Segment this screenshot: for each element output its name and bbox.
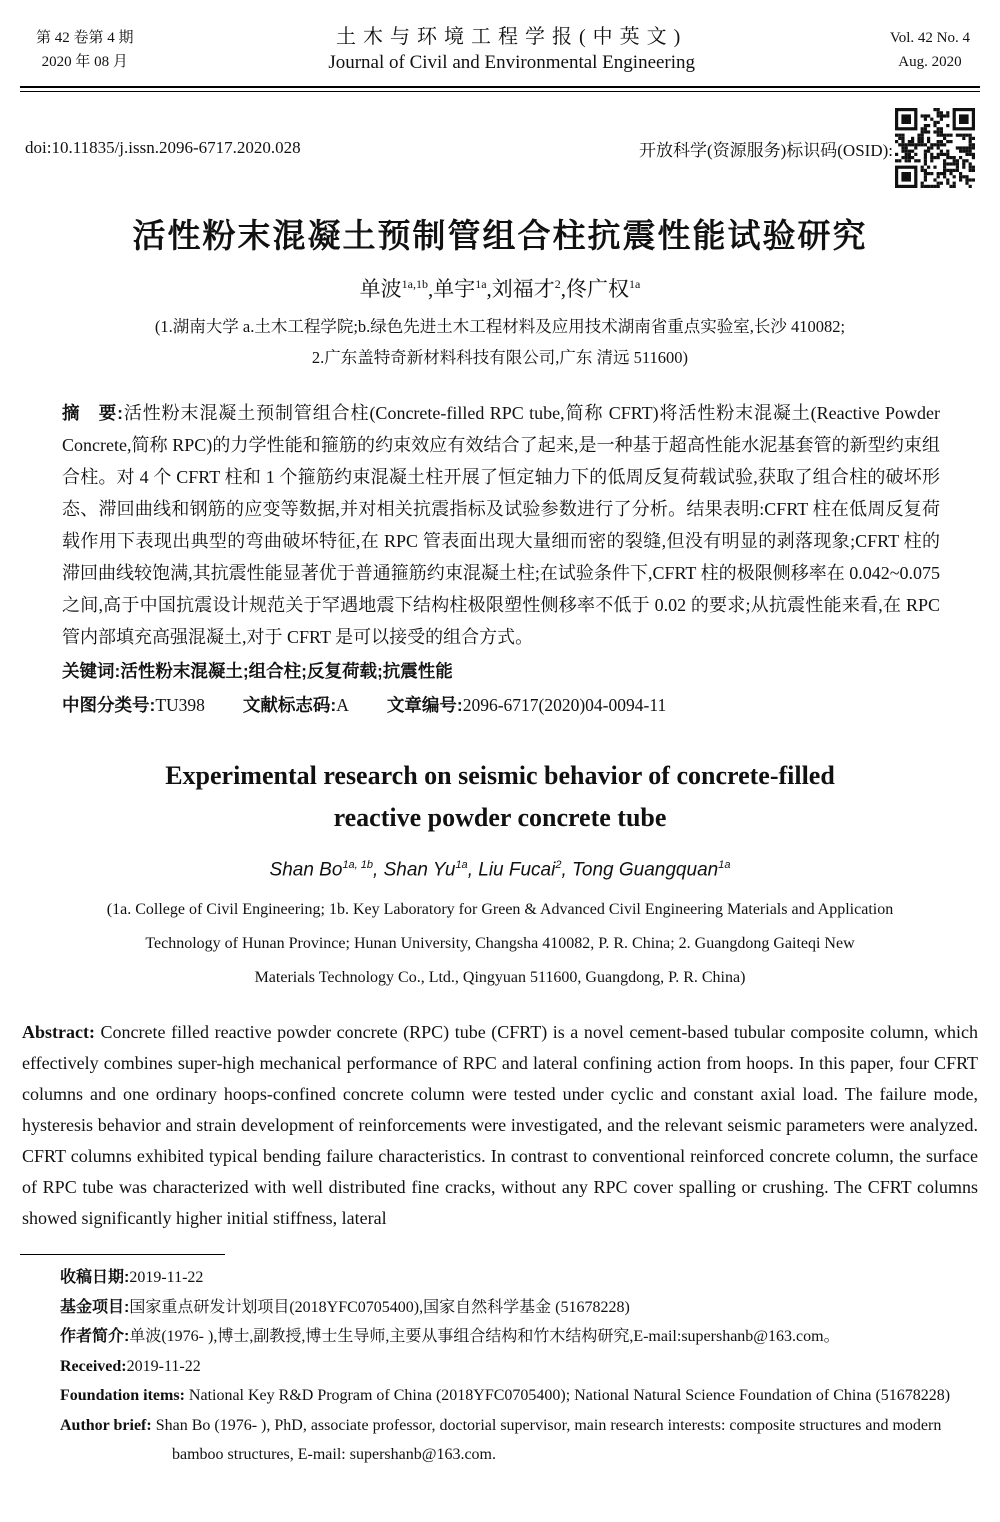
affiliation-line: Technology of Hunan Province; Hunan University, Changsha 410082, P. R. China; 2. Guangdong Gaiteqi New xyxy=(145,935,855,953)
author-superscript: 1a xyxy=(475,277,487,291)
header-vol-no xyxy=(890,26,970,74)
affiliations-cn xyxy=(0,311,1000,373)
authors-en xyxy=(0,859,1000,881)
authors-cn xyxy=(0,273,1000,303)
paper-title-en-line2: reactive powder concrete tube xyxy=(333,803,667,832)
abstract-text-en: Concrete filled reactive powder concrete (RPC) tube (CFRT) is a novel cement-based tubular composite column, which effectively combines super-high mechanical performance of RPC and lateral confining action from hoops. In this paper, four CFRT columns and one ordinary hoops-confined concrete column were tested under cyclic and constant axial load. The failure mode, hysteresis behavior and strain development of reinforcements were investigated, and the relevant seismic parameters were analyzed. CFRT columns exhibited typical bending failure characteristics. In contrast to conventional reinforced concrete column, the surface of RPC tube was characterized with well distributed fine cracks, without any RPC cover spalling or crushing. The CFRT columns showed significantly higher initial stiffness, lateral xyxy=(22,1022,979,1229)
date-line-en: Aug. 2020 xyxy=(898,54,962,70)
abstract-text-cn: 活性粉末混凝土预制管组合柱(Concrete-filled RPC tube,简称 CFRT)将活性粉末混凝土(Reactive Powder Concrete,简称 RPC)的力学性能和箍筋的约束效应有效结合了起来,是一种基于超高性能水泥基套管的新型约束组合柱。对 4 个 CFRT 柱和 1 个箍筋约束混凝土柱开展了恒定轴力下的低周反复荷载试验,获取了组合柱的破坏形态、滞回曲线和钢筋的应变等数据,并对相关抗震指标及试验参数进行了分析。结果表明:CFRT 柱在低周反复荷载作用下表现出典型的弯曲破坏特征,在 RPC 管表面出现大量细而密的裂缝,但没有明显的剥落现象;CFRT 柱的滞回曲线较饱满,其抗震性能显著优于普通箍筋约束混凝土柱;在试验条件下,CFRT 柱的极限侧移率在 0.042~0.075 之间,高于中国抗震设计规范关于罕遇地震下结构柱极限塑性侧移率不低于 0.02 的要求;从抗震性能来看,在 RPC 管内部填充高强混凝土,对于 CFRT 是可以接受的组合方式。 xyxy=(62,403,940,647)
affiliation-line: 2.广东盖特奇新材料科技有限公司,广东 清远 511600) xyxy=(311,348,689,367)
footnote-label: 基金项目: xyxy=(60,1298,130,1316)
author-name: Tong Guangquan xyxy=(572,859,719,881)
footnote-text: 单波(1976- ),博士,副教授,博士生导师,主要从事组合结构和竹木结构研究,E-mail:supershanb@163.com。 xyxy=(129,1328,840,1346)
footnote-label: Foundation items: xyxy=(60,1387,189,1405)
author-separator: , xyxy=(427,277,434,301)
footnote-item xyxy=(0,1411,976,1470)
footnote-item xyxy=(0,1352,976,1382)
footnote-text: 2019-11-22 xyxy=(126,1357,201,1375)
article-id-label: 文章编号: xyxy=(386,695,463,715)
author-name: Shan Yu xyxy=(383,859,456,881)
author-separator: , xyxy=(560,277,567,301)
author-superscript: 2 xyxy=(555,859,562,871)
journal-title-en: Journal of Civil and Environmental Engineering xyxy=(328,52,696,73)
article-id-value: 2096-6717(2020)04-0094-11 xyxy=(462,695,667,715)
footnote-text: Shan Bo (1976- ), PhD, associate professor, doctorial supervisor, main research interests: composite structures and modern bamboo structures, E-mail: supershanb@163.com. xyxy=(155,1416,942,1464)
keywords-line-cn xyxy=(62,655,940,687)
article-id-segment xyxy=(387,695,666,715)
osid-label: 开放科学(资源服务)标识码(OSID): xyxy=(638,140,893,160)
abstract-label-en: Abstract: xyxy=(22,1022,101,1043)
footnote-text: 国家重点研发计划项目(2018YFC0705400),国家自然科学基金 (51678228) xyxy=(129,1298,630,1316)
author-separator: , xyxy=(561,859,573,881)
paper-title-cn: 活性粉末混凝土预制管组合柱抗震性能试验研究 xyxy=(132,219,868,255)
footnote-label: Received: xyxy=(60,1357,127,1375)
abstract-cn xyxy=(62,397,940,653)
affiliations-en xyxy=(0,893,1000,995)
author-name: 佟广权 xyxy=(566,277,630,301)
affiliation-line: (1a. College of Civil Engineering; 1b. Key Laboratory for Green & Advanced Civil Engineering Materials and Application xyxy=(106,901,894,919)
paper-title-en-line1: Experimental research on seismic behavior of concrete-filled xyxy=(165,761,835,790)
osid-group xyxy=(639,108,975,188)
qr-code-icon xyxy=(895,108,975,188)
clc-value: TU398 xyxy=(155,695,205,715)
journal-title-block xyxy=(134,24,890,76)
footnote-label: 收稿日期: xyxy=(60,1269,130,1287)
affiliation-line: Materials Technology Co., Ltd., Qingyuan 511600, Guangdong, P. R. China) xyxy=(254,969,746,987)
keywords-label-cn: 关键词: xyxy=(62,661,121,681)
volume-issue-line: 第 42 卷第 4 期 xyxy=(36,30,134,46)
author-superscript: 1a xyxy=(629,277,641,291)
footnote-item xyxy=(0,1263,976,1293)
author-superscript: 1a xyxy=(455,859,468,871)
abstract-label-cn: 摘 要: xyxy=(62,403,123,423)
footnote-divider xyxy=(20,1254,225,1255)
journal-header xyxy=(0,0,1000,82)
footnotes xyxy=(0,1263,976,1470)
journal-title-cn: 土木与环境工程学报(中英文) xyxy=(336,26,688,48)
doc-code-value: A xyxy=(336,695,349,715)
author-superscript: 1a xyxy=(718,859,731,871)
author-superscript: 1a, 1b xyxy=(342,859,374,871)
footnote-item xyxy=(0,1381,976,1411)
author-name: Shan Bo xyxy=(269,859,343,881)
footnote-item xyxy=(0,1322,976,1352)
author-name: Liu Fucai xyxy=(478,859,556,881)
footnote-label: 作者简介: xyxy=(60,1328,130,1346)
author-superscript: 1a,1b xyxy=(401,277,428,291)
classification-line xyxy=(62,689,940,721)
keywords-cn: 活性粉末混凝土;组合柱;反复荷载;抗震性能 xyxy=(120,661,453,681)
author-separator: , xyxy=(486,277,492,301)
paper-title-en xyxy=(0,755,1000,839)
vol-no-line: Vol. 42 No. 4 xyxy=(889,30,970,46)
footnote-item xyxy=(0,1293,976,1323)
affiliation-line: (1.湖南大学 a.土木工程学院;b.绿色先进土木工程材料及应用技术湖南省重点实验室,长沙 410082; xyxy=(154,317,846,336)
abstract-en xyxy=(22,1017,978,1234)
author-separator: , xyxy=(467,859,479,881)
author-name: 刘福才 xyxy=(491,277,555,301)
clc-segment xyxy=(62,695,205,715)
doi-text: doi:10.11835/j.issn.2096-6717.2020.028 xyxy=(25,138,301,157)
date-line-cn: 2020 年 08 月 xyxy=(41,54,128,70)
footnote-label: Author brief: xyxy=(60,1416,156,1434)
footnote-text: National Key R&D Program of China (2018YFC0705400); National Natural Science Foundation of China (51678228) xyxy=(188,1387,951,1405)
author-superscript: 2 xyxy=(554,277,561,291)
footnote-text: 2019-11-22 xyxy=(129,1269,204,1287)
doc-code-label: 文献标志码: xyxy=(242,695,337,715)
doc-code-segment xyxy=(243,695,349,715)
doi-row xyxy=(25,102,975,194)
clc-label: 中图分类号: xyxy=(62,695,156,715)
author-name: 单宇 xyxy=(433,277,476,301)
header-volume-issue xyxy=(36,26,134,74)
header-divider xyxy=(20,86,980,92)
author-name: 单波 xyxy=(359,277,402,301)
author-separator: , xyxy=(373,859,384,881)
